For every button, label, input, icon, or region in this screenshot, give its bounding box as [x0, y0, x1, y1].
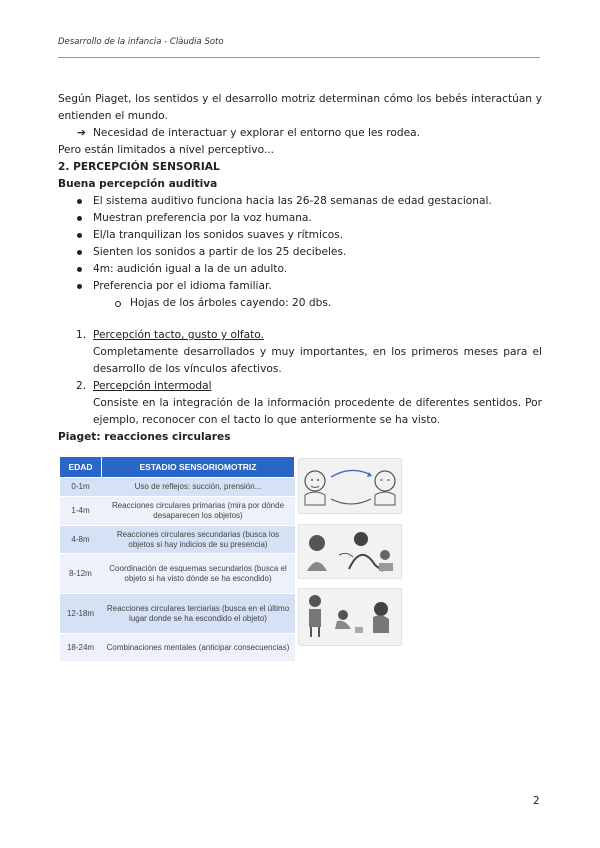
table-row — [60, 634, 295, 662]
list-item: El sistema auditivo funciona hacia las 26-28 semanas de edad gestacional. — [58, 193, 542, 210]
item-text: Completamente desarrollados y muy importantes, en los primeros meses para el desarrollo de los vínculos afectivos. — [93, 346, 542, 375]
age-cell: 0-1m — [60, 478, 102, 497]
subheading-auditory: Buena percepción auditiva — [58, 178, 218, 190]
document-header: Desarrollo de la infancia - Clàudia Soto — [58, 37, 224, 47]
table-row — [60, 594, 295, 634]
page-number: 2 — [533, 795, 540, 807]
list-item: Preferencia por el idioma familiar. — [58, 278, 542, 295]
list-item: Sienten los sonidos a partir de los 25 decibeles. — [58, 244, 542, 261]
item-title: Percepción intermodal — [93, 380, 212, 392]
baby-object-permanence-illustration — [298, 458, 402, 514]
stage-cell: Reacciones circulares terciarias (busca en el último lugar donde se ha escondido el objeto) — [102, 594, 295, 634]
list-item: Muestran preferencia por la voz humana. — [58, 210, 542, 227]
numbered-item — [58, 378, 542, 429]
item-number: 2. — [76, 380, 87, 392]
table-row — [60, 554, 295, 594]
section-title: 2. PERCEPCIÓN SENSORIAL — [58, 161, 220, 173]
header-divider — [58, 57, 540, 58]
adult-baby-play-illustration — [298, 524, 402, 579]
stage-cell: Uso de reflejos: succión, prensión... — [102, 478, 295, 497]
piaget-table — [59, 456, 295, 662]
column-header-stage: ESTADIO SENSORIOMOTRIZ — [102, 457, 295, 478]
age-cell: 12-18m — [60, 594, 102, 634]
table-row — [60, 497, 295, 526]
table-row — [60, 478, 295, 497]
column-header-age: EDAD — [60, 457, 102, 478]
arrow-item-text: Necesidad de interactuar y explorar el entorno que les rodea. — [93, 127, 421, 139]
sub-bullet: Hojas de los árboles cayendo: 20 dbs. — [58, 295, 542, 312]
baby-search-illustration — [298, 588, 402, 646]
bullet-list — [58, 193, 542, 295]
item-text: Consiste en la integración de la información procedente de diferentes sentidos. Por ejemplo, reconocer con el tacto lo que anteriormente se ha visto. — [93, 397, 542, 426]
age-cell: 4-8m — [60, 526, 102, 554]
age-cell: 8-12m — [60, 554, 102, 594]
arrow-item — [58, 125, 542, 142]
stage-cell: Combinaciones mentales (anticipar consecuencias) — [102, 634, 295, 662]
limited-paragraph: Pero están limitados a nivel perceptivo... — [58, 144, 274, 156]
age-cell: 1-4m — [60, 497, 102, 526]
item-title: Percepción tacto, gusto y olfato. — [93, 329, 264, 341]
stage-cell: Reacciones circulares secundarias (busca los objetos si hay indicios de su presencia) — [102, 526, 295, 554]
numbered-item — [58, 327, 542, 378]
stage-cell: Reacciones circulares primarias (mira por dónde desaparecen los objetos) — [102, 497, 295, 526]
stage-cell: Coordinación de esquemas secundarios (busca el objeto si ha visto dónde se ha escondido) — [102, 554, 295, 594]
age-cell: 18-24m — [60, 634, 102, 662]
arrow-icon: ➔ — [77, 127, 86, 139]
item-number: 1. — [76, 329, 87, 341]
list-item: 4m: audición igual a la de un adulto. — [58, 261, 542, 278]
list-item: El/la tranquilizan los sonidos suaves y rítmicos. — [58, 227, 542, 244]
intro-paragraph: Según Piaget, los sentidos y el desarrollo motriz determinan cómo los bebés interactúan y entienden el mundo. — [58, 93, 542, 122]
document-body — [58, 91, 542, 446]
table-row — [60, 526, 295, 554]
table-heading: Piaget: reacciones circulares — [58, 431, 231, 443]
